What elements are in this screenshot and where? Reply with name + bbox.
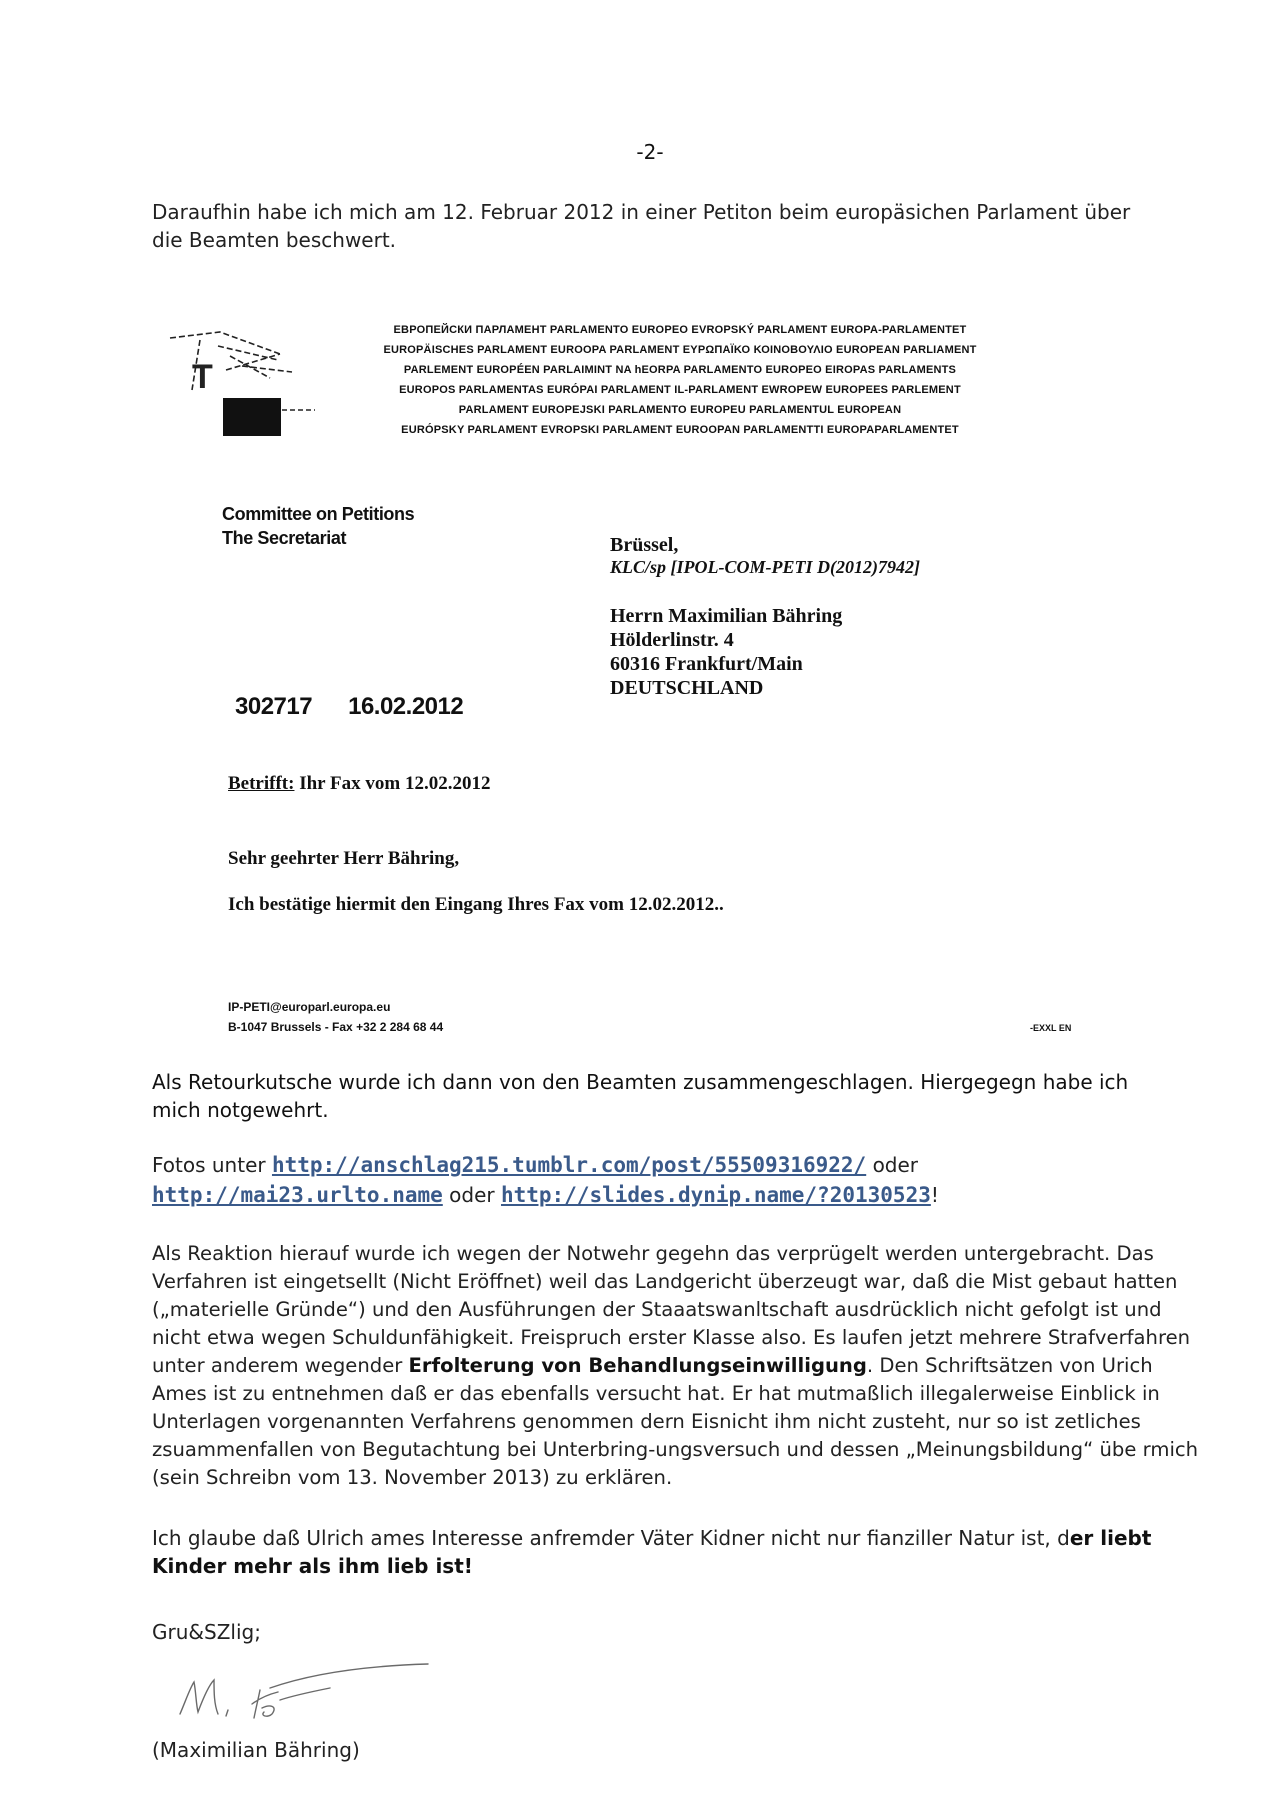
retour-paragraph: Als Retourkutsche wurde ich dann von den Beamten zusammengeschlagen. Hiergegegn habe ich mich notgewehrt.: [152, 1070, 1129, 1122]
reaction-text: Als Reaktion hierauf wurde ich wegen der Notwehr gegehn das verprügelt werden untergebracht. Das Verfahren ist eingetsellt (Nicht Eröffnet) weil das Landgericht überzeugt war, daß die Mist gebaut hatten („materielle Gründe“) und den Ausführungen der Staaatswanltschaft ausdrücklich nicht gefolgt ist und nicht etwa wegen Schuldunfähigkeit. Freispruch erster Klasse also. Es laufen jetzt mehrere Strafverfahren unter anderem wegender: [152, 1242, 1191, 1377]
letterhead-line: PARLEMENT EUROPÉEN PARLAIMINT NA hEORPA PARLAMENTO EUROPEO EIROPAS PARLAMENTS: [403, 364, 957, 376]
svg-text:T: T: [192, 358, 213, 396]
recipient-country: DEUTSCHLAND: [610, 677, 764, 699]
fax-body: Ich bestätige hiermit den Eingang Ihres Fax vom 12.02.2012..: [228, 894, 724, 915]
footer-email: IP-PETI@europarl.europa.eu: [228, 1000, 391, 1014]
letterhead-line: EUROPÄISCHES PARLAMENT EUROOPA PARLAMENT ΕΥΡΩΠΑΪΚΟ ΚΟΙΝΟΒΟΥΛΙΟ EUROPEAN PARLIAMENT: [383, 344, 977, 356]
subject-line: [228, 773, 490, 795]
subject-text: Ihr Fax vom 12.02.2012: [299, 773, 491, 794]
reaction-paragraph: [152, 1240, 1202, 1492]
letterhead-line: EUROPOS PARLAMENTAS EURÓPAI PARLAMENT IL-PARLAMENT EWROPEW EUROPEES PARLEMENT: [399, 384, 961, 396]
intro-paragraph: Daraufhin habe ich mich am 12. Februar 2012 in einer Petiton beim europäsichen Parlament über die Beamten beschwert.: [152, 200, 1131, 252]
handwritten-signature: [160, 1652, 450, 1734]
signer-name: (Maximilian Bähring): [152, 1738, 360, 1762]
photos-paragraph: [152, 1150, 1162, 1210]
footer-code: -EXXL EN: [1030, 1023, 1072, 1033]
letterhead-line: ЕВРОПЕЙСКИ ПАРЛАМЕНТ PARLAMENTO EUROPEO EVROPSKÝ PARLAMENT EUROPA-PARLAMENTET: [393, 324, 967, 336]
photo-link-tumblr[interactable]: http://anschlag215.tumblr.com/post/55509316922/: [271, 1153, 867, 1177]
page-number: -2-: [636, 140, 664, 164]
closing: Gru&SZlig;: [152, 1620, 261, 1644]
belief-bold: er liebt Kinder mehr als ihm lieb ist!: [152, 1526, 1152, 1578]
stamp-date: 16.02.2012: [348, 693, 464, 720]
received-stamp: [235, 693, 499, 721]
belief-text: Ich glaube daß Ulrich ames Interesse anfremder Väter Kidner nicht nur fianziller Natur ist, d: [152, 1526, 1070, 1550]
or-text: oder: [872, 1153, 919, 1177]
stamp-number: 302717: [235, 693, 313, 720]
photos-prefix: Fotos unter: [152, 1153, 266, 1177]
recipient-street: Hölderlinstr. 4: [610, 629, 734, 651]
salutation: Sehr geehrter Herr Bähring,: [228, 848, 460, 869]
footer-address: B-1047 Brussels - Fax +32 2 284 68 44: [228, 1020, 444, 1034]
belief-paragraph: [152, 1524, 1162, 1580]
photo-link-dynip[interactable]: http://slides.dynip.name/?20130523: [500, 1183, 931, 1207]
photo-link-urlto[interactable]: http://mai23.urlto.name: [152, 1183, 443, 1207]
city-line: Brüssel,: [610, 534, 679, 556]
recipient-address: [610, 604, 842, 700]
letterhead-line: EURÓPSKY PARLAMENT EVROPSKI PARLAMENT EUROOPAN PARLAMENTTI EUROPAPARLAMENTET: [401, 424, 959, 436]
recipient-name: Herrn Maximilian Bähring: [610, 605, 843, 627]
reaction-text-cont: . Den Schriftsätzen von Urich Ames ist zu entnehmen daß er das ebenfalls versucht hat. Er hat mutmaßlich illegalerweise Einblick in Unterlagen vorgenannten Verfahrens genommen dern Eisnicht ihm nicht zusteht, nur so ist zetliches zsuammenfallen von Begutachtung bei Unterbring-ungsversuch und dessen „Meinungsbildung“ übe rmich (sein Schreibn vom 13. November 2013) zu erklären.: [152, 1354, 1199, 1489]
committee-name: Committee on Petitions: [222, 504, 415, 524]
european-parliament-logo: [160, 318, 365, 438]
or-text: oder: [449, 1183, 495, 1207]
reference-number: KLC/sp [IPOL-COM-PETI D(2012)7942]: [610, 557, 920, 577]
recipient-city: 60316 Frankfurt/Main: [610, 653, 803, 675]
subject-label: Betrifft:: [228, 773, 295, 794]
exclamation: !: [930, 1183, 939, 1207]
reaction-bold: Erfolterung von Behandlungseinwilligung: [408, 1354, 867, 1377]
secretariat-name: The Secretariat: [222, 528, 347, 548]
sender-block: [222, 502, 414, 550]
letterhead-line: PARLAMENT EUROPEJSKI PARLAMENTO EUROPEU PARLAMENTUL EUROPEAN: [458, 404, 902, 416]
